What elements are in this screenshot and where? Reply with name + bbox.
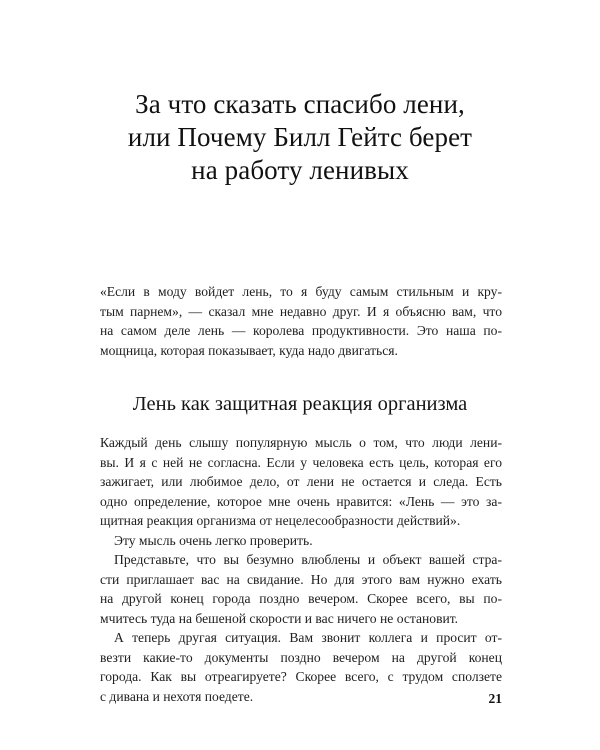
paragraph-line: сти приглашает вас на свидание. Но для этого вам нужно ехать: [100, 571, 502, 587]
chapter-title-line: За что сказать спасибо лени,: [135, 89, 465, 119]
paragraph-line: города. Как вы отреагируете? Скорее всего, с трудом сползете: [100, 669, 502, 684]
chapter-title-line: или Почему Билл Гейтс берет: [127, 122, 473, 152]
paragraph-line: Каждый день слышу популярную мысль о том, что люди лени-: [100, 435, 502, 450]
chapter-title: [0, 88, 600, 187]
intro-paragraph: [100, 282, 502, 360]
paragraph-line: везти какие-то документы поздно вечером на другой конец: [100, 649, 502, 665]
paragraph-line: на другой конец города поздно вечером. Скорее всего, вы по-: [100, 591, 502, 606]
paragraph-line: щитная реакция организма от нецелесообразности действий».: [100, 513, 461, 528]
page-number: 21: [488, 691, 502, 706]
paragraph-line: зажигает, или любимое дело, от лени не остается и следа. Есть: [100, 474, 502, 489]
paragraph-line: на самом деле лень — королева продуктивности. Это наша по-: [100, 323, 502, 338]
paragraph-line: Представьте, что вы безумно влюблены и объект вашей стра-: [114, 552, 502, 567]
chapter-title-line: на работу ленивых: [191, 155, 409, 185]
paragraph-line: тым парнем», — сказал мне недавно друг. И я объясню вам, что: [100, 303, 502, 319]
section-title: Лень как защитная реакция организма: [132, 393, 468, 415]
paragraph-line: мощница, которая показывает, куда надо двигаться.: [100, 342, 398, 358]
section-body: [100, 433, 502, 706]
paragraph-line: «Если в моду войдет лень, то я буду самым стильным и кру-: [100, 284, 502, 299]
paragraph-line: вы. И я с ней не согласна. Если у человека есть цель, которая его: [100, 454, 502, 470]
paragraph-line: А теперь другая ситуация. Вам звонит коллега и просит от-: [114, 630, 502, 645]
paragraph-line: одно определение, которое мне очень нравится: «Лень — это за-: [100, 493, 502, 509]
paragraph-line: Эту мысль очень легко проверить.: [114, 532, 313, 548]
paragraph-line: с дивана и нехотя поедете.: [100, 688, 254, 704]
paragraph-line: мчитесь туда на бешеной скорости и вас ничего не остановит.: [100, 610, 459, 626]
